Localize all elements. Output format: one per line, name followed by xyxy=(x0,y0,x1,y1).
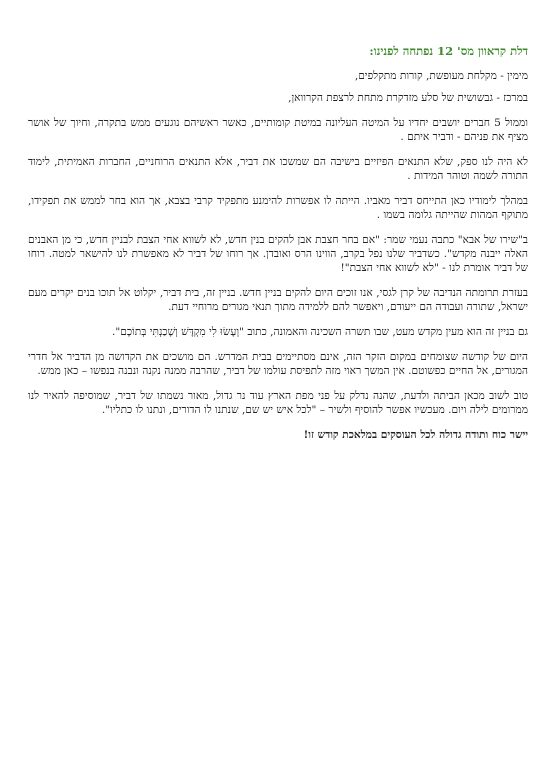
closing-thanks: יישר כוח ותודה גדולה לכל העוסקים במלאכת קודש זו! xyxy=(303,429,528,441)
paragraph-right-side: מימין - מקלחת מעופשת, קורות מתקלפים, xyxy=(354,70,528,82)
paragraph-studies: במהלך לימודיו כאן התייחס דביר מאביו. הייתה לו אפשרות להימנע מתפקיד קרבי בצבא, אך הוא בחר לממש את תפקידו, מתוקף המהות שהייתה גלומה בשמו . xyxy=(28,195,528,221)
page-heading: דלת קראוון מס' 12 נפתחה לפנינו: xyxy=(369,44,528,58)
paragraph-friends: וממול 5 חברים יושבים יחדיו על המיטה העליונה במיטת קומותיים, כאשר ראשיהם נוגעים ממש בתקרה, וחיוך של אושר מציף את פניהם - ודביר איתם . xyxy=(28,117,528,143)
paragraph-candle: טוב לשוב מכאן הביתה ולדעת, שהנה נדלק על פני מפת הארץ עוד נר גדול, מאור נשמתו של דביר, שמוסיפה להאיר לנו ממרומים לילה ויום. מעכשיו אפשר להוסיף ולשיר – "לכל איש יש שם, שנתנו לו הדורים, ונתנו לו כתליו". xyxy=(28,390,528,416)
paragraph-center: במרכז - גבשושית של סלע מזדקרת מתחת לרצפת הקרוואן, xyxy=(288,92,528,104)
paragraph-donation: בעזרת תרומתה הנדיבה של קרן לגסי, אנו זוכים היום להקים בניין חדש. בניין זה, בית דביר, יקלוט אל תוכו בנים יקרים מעם ישראל, שתורה ועבודה הם ייעודם, ויאפשר להם ללמידה מתוך תנאי מגורים מרוחיי דעת. xyxy=(28,287,528,313)
paragraph-sanctuary: גם בניין זה הוא מעין מקדש מעט, שבו תשרה השכינה והאמונה, כתוב "וְעָשׂוּ לִי מִקְדָּשׁ וְשָׁכַנְתִּי בְּתוֹכָם". xyxy=(112,326,528,338)
paragraph-song: ב"שירו של אבא" כתבה נעמי שמר: "אם בחר חצבת אבן להקים בנין חדש, לא לשווא אחי הצבת לבניין חדש, כי מן האבנים האלה ייבנה מקדש". כשדביר שלנו נפל בקרב, הווינו הרס ואובדן. אך רוחו של דביר לא מאפשרת לנו להישאר למטה. רוחו של דביר אומרת לנו - "לא לשווא אחי הצבת"! xyxy=(28,234,528,274)
paragraph-conditions: לא היה לנו ספק, שלא התנאים הפיזיים בישיבה הם שמשכו את דביר, אלא התנאים הרוחניים, החברות האמיתית, לימוד התורה לשמה וטוהר המידות . xyxy=(28,156,528,182)
paragraph-holiness: היום של קודשה שצומחים במקום הזקר הזה, אינם מסתיימים בבית המדרש. הם מושכים את הקדושה מן הדביר אל חדרי המגורים, אל החיים כפשוטם. אין המשך ראוי מזה לתפיסת עולמו של דביר, שהרבה ממנה נקנה ונבנה בנפשו – כאן ממש. xyxy=(28,351,528,377)
